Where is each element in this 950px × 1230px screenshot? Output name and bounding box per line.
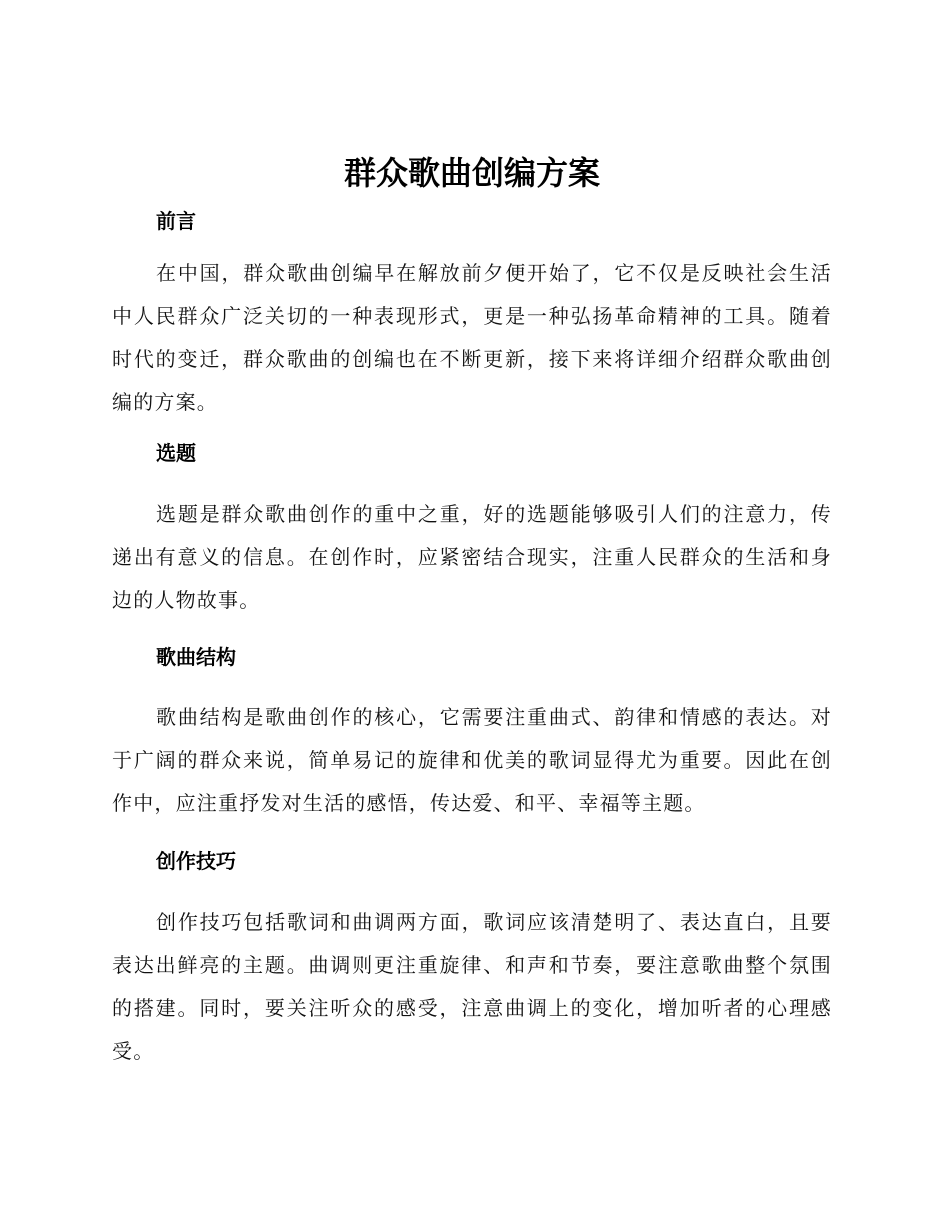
- document-title: 群众歌曲创编方案: [343, 154, 600, 192]
- document-page: [112, 148, 832, 1073]
- section-heading-intro: 前言: [156, 209, 196, 233]
- section-heading-topic: 选题: [156, 441, 196, 465]
- section-body-song-structure: 歌曲结构是歌曲创作的核心，它需要注重曲式、韵律和情感的表达。对于广阔的群众来说，简单易记的旋律和优美的歌词显得尤为重要。因此在创作中，应注重抒发对生活的感悟，传达爱、和平、幸福等主题。: [112, 705, 832, 815]
- section-body-topic: 选题是群众歌曲创作的重中之重，好的选题能够吸引人们的注意力，传递出有意义的信息。在创作时，应紧密结合现实，注重人民群众的生活和身边的人物故事。: [112, 502, 832, 612]
- section-heading-techniques: 创作技巧: [156, 849, 236, 873]
- section-body-intro: 在中国，群众歌曲创编早在解放前夕便开始了，它不仅是反映社会生活中人民群众广泛关切的一种表现形式，更是一种弘扬革命精神的工具。随着时代的变迁，群众歌曲的创编也在不断更新，接下来将详细介绍群众歌曲创编的方案。: [112, 261, 832, 414]
- section-body-techniques: 创作技巧包括歌词和曲调两方面，歌词应该清楚明了、表达直白，且要表达出鲜亮的主题。曲调则更注重旋律、和声和节奏，要注意歌曲整个氛围的搭建。同时，要关注听众的感受，注意曲调上的变化，增加听者的心理感受。: [112, 910, 832, 1063]
- section-heading-song-structure: 歌曲结构: [156, 645, 236, 669]
